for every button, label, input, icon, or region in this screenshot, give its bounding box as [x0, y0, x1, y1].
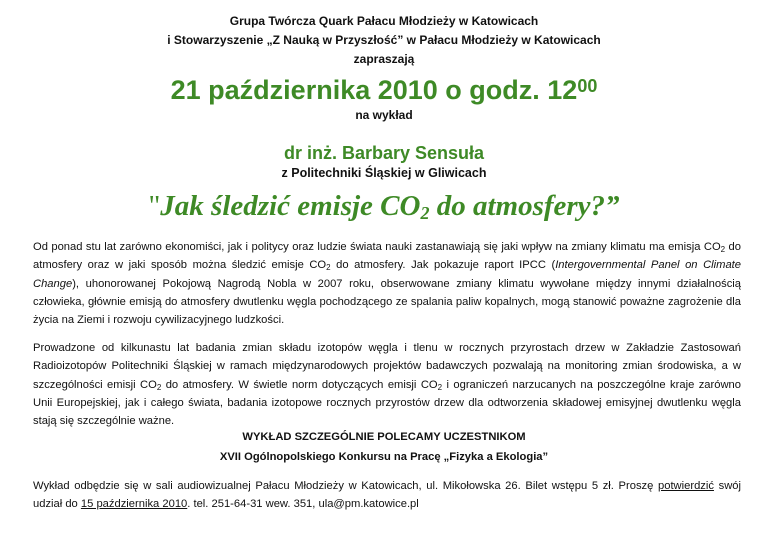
lecturer-name: dr inż. Barbary Sensuła — [283, 143, 485, 163]
recommendation-heading: WYKŁAD SZCZEGÓLNIE POLECAMY UCZESTNIKOM — [242, 431, 526, 443]
p1-text-3: do atmosfery. Jak pokazuje raport IPCC ( — [330, 259, 556, 272]
lecture-title — [0, 186, 768, 233]
deadline-date-link[interactable]: 15 października 2010 — [80, 498, 188, 511]
p2-text-2: do atmosfery. W świetle norm dotyczących emisji CO — [161, 378, 438, 391]
lecturer-affiliation: z Politechniki Śląskiej w Gliwicach — [281, 166, 487, 180]
organizer-line-1: Grupa Twórcza Quark Pałacu Młodzieży w Katowicach — [229, 14, 539, 28]
p1-sub-2: 2 — [326, 263, 331, 273]
recommendation-contest: XVII Ogólnopolskiego Konkursu na Pracę „Fizyka a Ekologia” — [219, 451, 549, 463]
p2-sub-2: 2 — [437, 382, 443, 392]
footer-text-2: swój udział do — [33, 480, 741, 511]
p2-text-1: Prowadzone od kilkunastu lat badania zmian składu izotopów węgla i tlenu w rocznych przyrostach drzew w Zakładzie Zastosowań Radioizotopów Politechniki Śląskiej w ramach międzynarodowych projektów badawczych pozwalają na monitoring zmian środowiska, a w szczególności emisji CO — [33, 342, 741, 391]
event-date-text: 21 października 2010 o godz. 12 — [170, 75, 578, 105]
paragraph-intro — [33, 238, 741, 329]
invite-word: zapraszają — [353, 52, 415, 66]
footer-text-1: Wykład odbędzie się w sali audiowizualnej Pałacu Młodzieży w Katowicach, ul. Mikołowska 26. Bilet wstępu 5 zł. Proszę — [33, 480, 658, 492]
p2-text-3: i ograniczeń narzucanych na poszczególne kraje zarówno Unii Europejskiej, jak i całego świata, badania izotopowe rocznych przyrostów drzew dla odtworzenia składowej emisyjnej dwutlenku węgla stają się szczególnie ważne. — [33, 378, 741, 428]
title-text-after: do atmosfery?” — [429, 190, 620, 222]
title-subscript: 2 — [420, 203, 430, 223]
p1-sub-1: 2 — [720, 245, 726, 254]
p1-text-2: do atmosfery oraz w jaki sposób można śledzić emisje CO — [33, 241, 741, 272]
title-open-quote: " — [148, 190, 161, 222]
p1-text-1: Od ponad stu lat zarówno ekonomiści, jak i politycy oraz ludzie świata nauki zastanawiają się jaki wpływ na zmiany klimatu ma emisja CO — [33, 241, 721, 253]
p1-text-4: ), uhonorowanej Pokojową Nagrodą Nobla w 2007 roku, obserwowane zmiany klimatu wywołane między innymi działalnością człowieka, głównie emisją do atmosfery dwutlenku węgla pochodzącego ze spalania paliw kopalnych, mogą stanowić poważne zagrożenie dla życia na Ziemi i rozwoju cywilizacyjnego ludzkości. — [33, 277, 741, 327]
title-text-before: Jak śledzić emisje CO — [160, 190, 421, 222]
paragraph-research — [33, 339, 741, 430]
event-date — [0, 70, 768, 110]
p1-ipcc-full-name: Intergovernmental Panel on Climate Change — [33, 259, 741, 290]
event-time-minutes: 00 — [577, 76, 598, 96]
lecture-label: na wykład — [355, 108, 413, 122]
organizer-line-2: i Stowarzyszenie „Z Nauką w Przyszłość” w Pałacu Młodzieży w Katowicach — [167, 33, 601, 47]
footer-text-3: . tel. 251-64-31 wew. 351, ula@pm.katowice.pl — [187, 498, 419, 511]
p2-sub-1: 2 — [156, 382, 162, 392]
paragraph-venue-info — [33, 477, 741, 514]
confirm-link[interactable]: potwierdzić — [658, 480, 714, 492]
